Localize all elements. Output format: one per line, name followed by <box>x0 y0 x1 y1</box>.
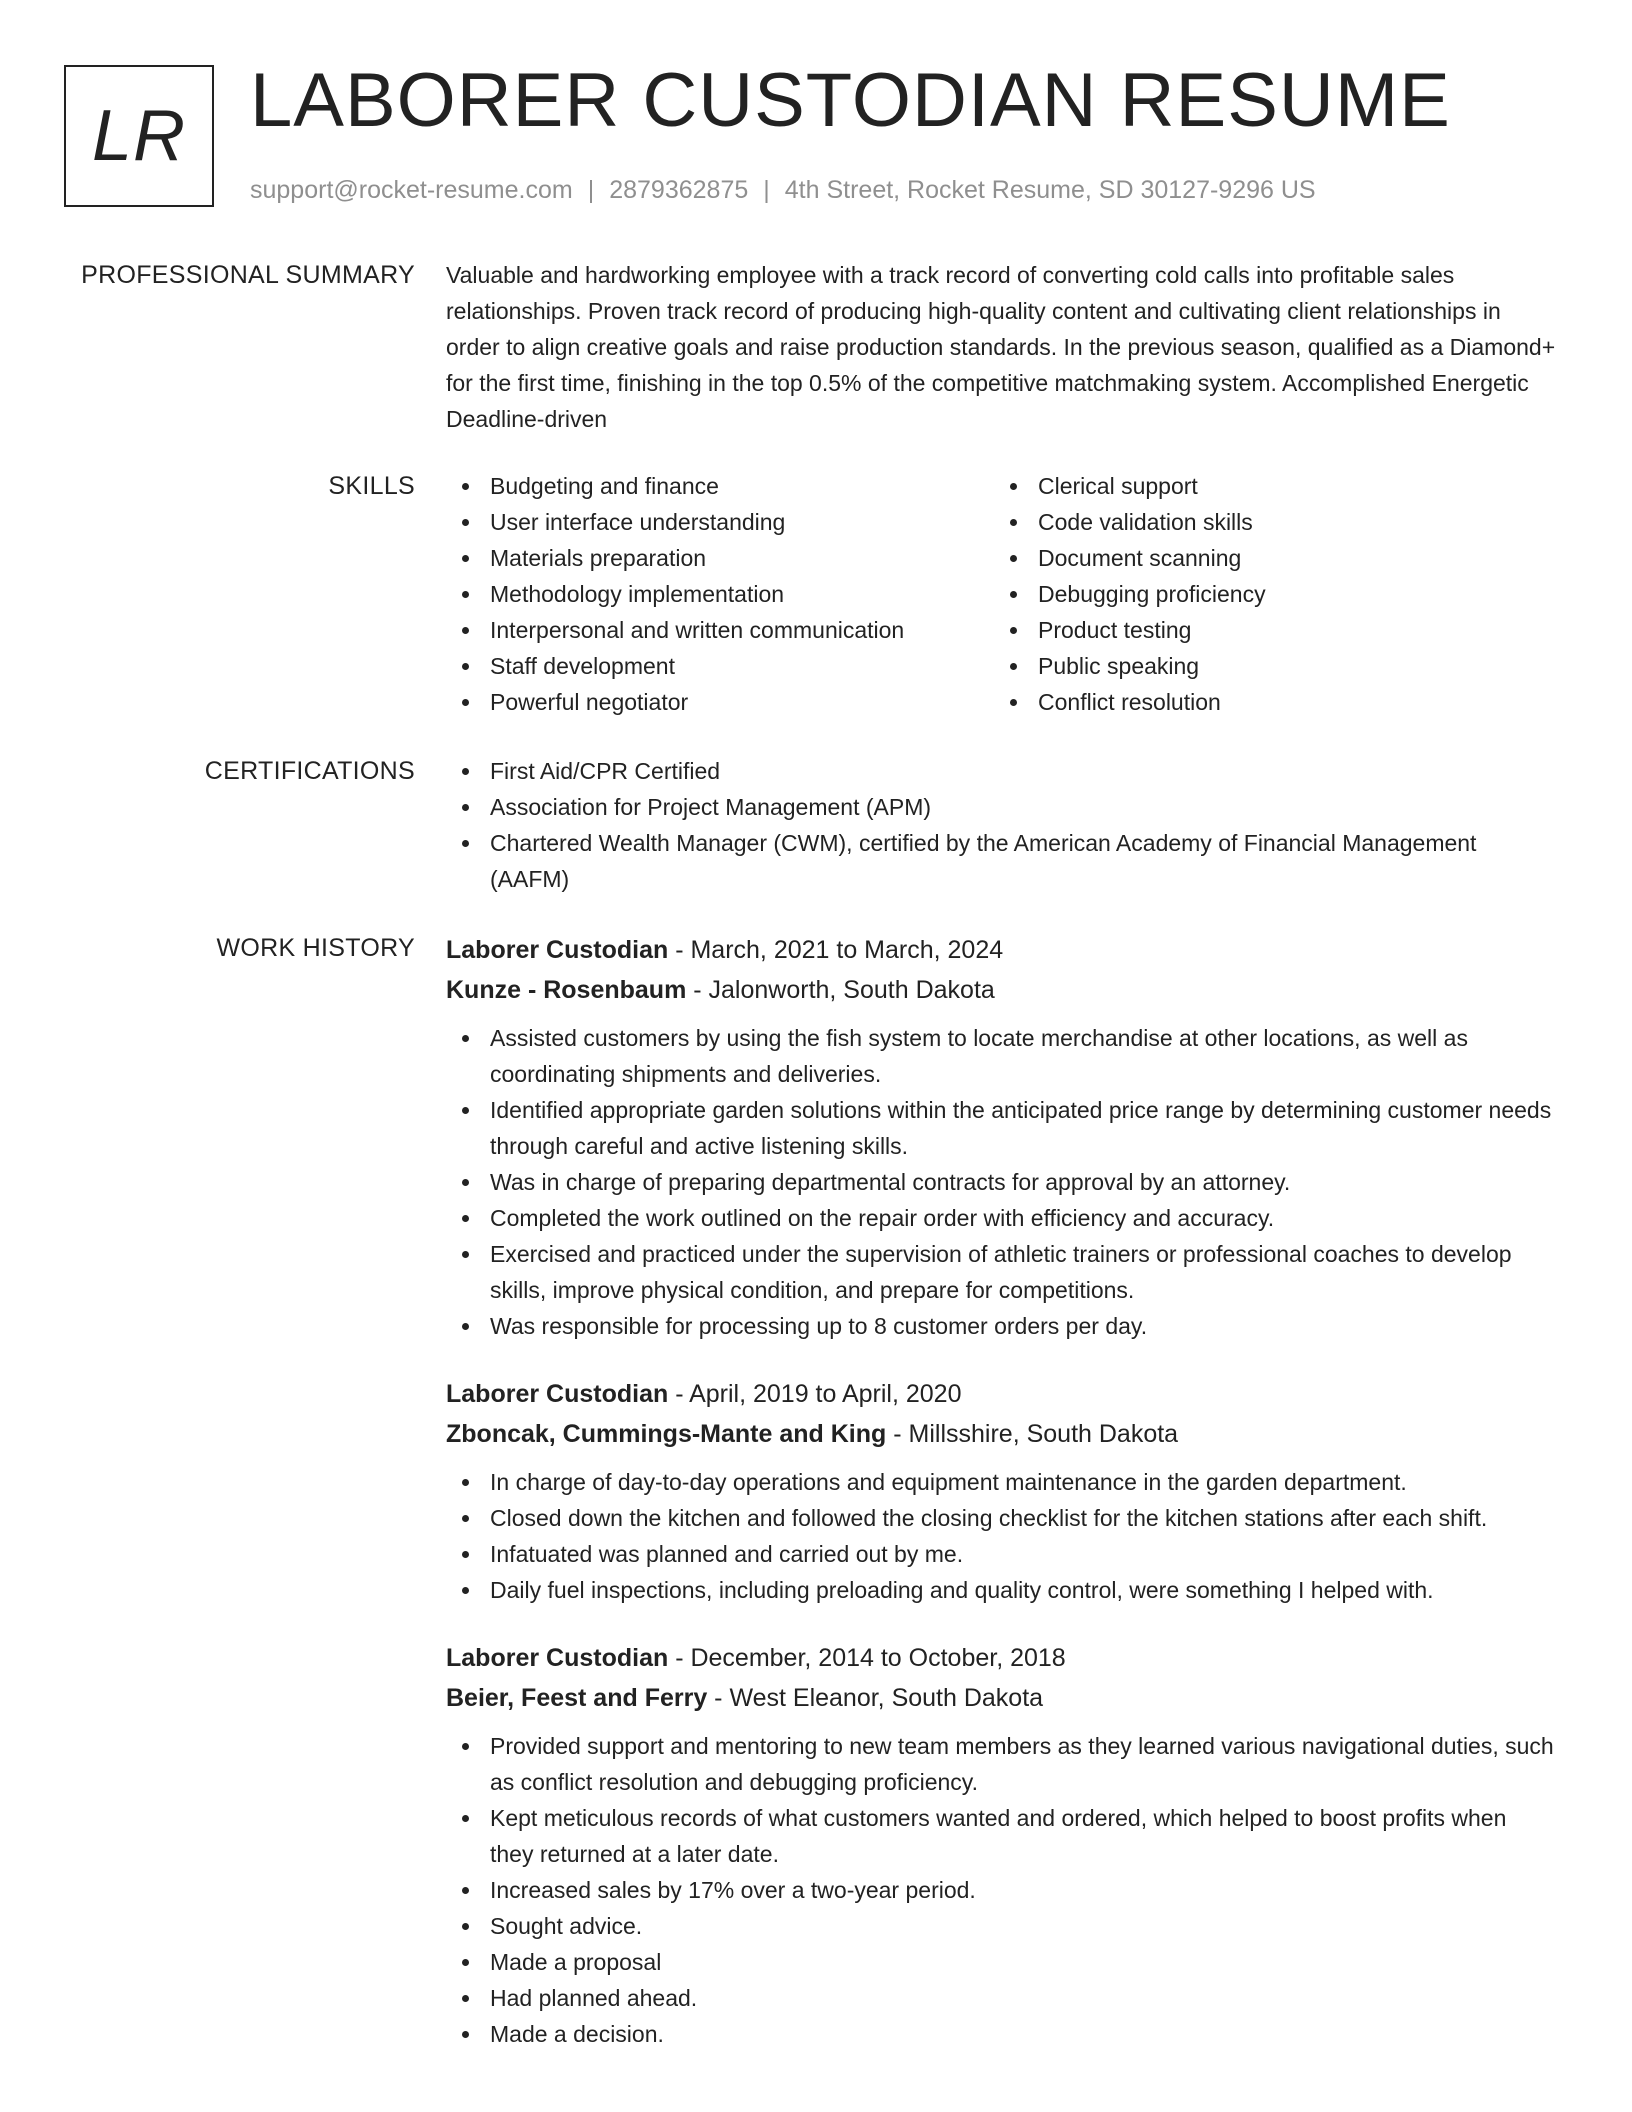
skill-item: Public speaking <box>994 648 1542 684</box>
job-title-line <box>446 1638 1556 1678</box>
job-company: Kunze - Rosenbaum <box>446 976 687 1004</box>
job-company-line <box>446 970 1556 1010</box>
work-history-body <box>446 930 1556 2082</box>
certification-item: Association for Project Management (APM) <box>446 789 1556 825</box>
job-bullets <box>446 1464 1556 1608</box>
skill-item: Methodology implementation <box>446 576 994 612</box>
skill-item: User interface understanding <box>446 504 994 540</box>
job-bullet: Made a decision. <box>446 2016 1556 2052</box>
contact-separator: | <box>763 176 770 204</box>
job-bullet: Increased sales by 17% over a two-year period. <box>446 1872 1556 1908</box>
skill-item: Debugging proficiency <box>994 576 1542 612</box>
skill-item: Powerful negotiator <box>446 684 994 720</box>
job-bullet: Infatuated was planned and carried out by me. <box>446 1536 1556 1572</box>
job-bullet: Kept meticulous records of what customers wanted and ordered, which helped to boost profits when they returned at a later date. <box>446 1800 1556 1872</box>
job-bullet: Was responsible for processing up to 8 customer orders per day. <box>446 1308 1556 1344</box>
job-bullet: In charge of day-to-day operations and equipment maintenance in the garden department. <box>446 1464 1556 1500</box>
job-bullet: Exercised and practiced under the supervision of athletic trainers or professional coaches to develop skills, improve physical condition, and prepare for competitions. <box>446 1236 1556 1308</box>
monogram: LR <box>64 65 214 207</box>
contact-address: 4th Street, Rocket Resume, SD 30127-9296 US <box>784 176 1316 204</box>
job-bullet: Had planned ahead. <box>446 1980 1556 2016</box>
summary-body <box>446 257 1556 437</box>
job-bullets <box>446 1020 1556 1344</box>
skill-item: Interpersonal and written communication <box>446 612 994 648</box>
job-bullet: Made a proposal <box>446 1944 1556 1980</box>
certification-item: First Aid/CPR Certified <box>446 753 1556 789</box>
skill-item: Conflict resolution <box>994 684 1542 720</box>
job-company-line <box>446 1414 1556 1454</box>
job-title: Laborer Custodian <box>446 1380 669 1408</box>
contact-line <box>250 172 1316 208</box>
job-location: - Jalonworth, South Dakota <box>686 976 995 1004</box>
job-company: Beier, Feest and Ferry <box>446 1684 708 1712</box>
job-bullet: Completed the work outlined on the repair order with efficiency and accuracy. <box>446 1200 1556 1236</box>
skills-body <box>446 468 1556 720</box>
job-bullet: Identified appropriate garden solutions within the anticipated price range by determining customer needs through careful and active listening skills. <box>446 1092 1556 1164</box>
skills-column-right <box>994 468 1542 720</box>
job-company: Zboncak, Cummings-Mante and King <box>446 1420 887 1448</box>
certifications-body <box>446 753 1556 897</box>
job-entry <box>446 930 1556 1344</box>
job-title-line <box>446 930 1556 970</box>
job-bullet: Sought advice. <box>446 1908 1556 1944</box>
summary-text: Valuable and hardworking employee with a track record of converting cold calls into profitable sales relationships. Proven track record of producing high-quality content and cultivating client relationships in order to align creative goals and raise production standards. In the previous season, qualified as a Diamond+ for the first time, finishing in the top 0.5% of the competitive matchmaking system. Accomplished Energetic Deadline-driven <box>446 262 1556 432</box>
job-bullet: Was in charge of preparing departmental contracts for approval by an attorney. <box>446 1164 1556 1200</box>
job-bullet: Daily fuel inspections, including preloading and quality control, were something I helped with. <box>446 1572 1556 1608</box>
skill-item: Code validation skills <box>994 504 1542 540</box>
skill-item: Budgeting and finance <box>446 468 994 504</box>
resume-title: LABORER CUSTODIAN RESUME <box>250 58 1451 143</box>
job-bullet: Closed down the kitchen and followed the closing checklist for the kitchen stations after each shift. <box>446 1500 1556 1536</box>
skill-item: Clerical support <box>994 468 1542 504</box>
job-title: Laborer Custodian <box>446 1644 669 1672</box>
job-title-line <box>446 1374 1556 1414</box>
section-label-work-history: WORK HISTORY <box>216 934 415 962</box>
certification-item: Chartered Wealth Manager (CWM), certified by the American Academy of Financial Management (AAFM) <box>446 825 1556 897</box>
contact-separator: | <box>587 176 595 204</box>
job-dates: - December, 2014 to October, 2018 <box>668 1644 1066 1672</box>
job-title: Laborer Custodian <box>446 936 669 964</box>
section-label-certifications: CERTIFICATIONS <box>204 757 415 785</box>
job-bullets <box>446 1728 1556 2052</box>
job-location: - Millsshire, South Dakota <box>886 1420 1179 1448</box>
skill-item: Staff development <box>446 648 994 684</box>
section-label-skills: SKILLS <box>328 472 415 500</box>
job-entry <box>446 1638 1556 2052</box>
job-bullet: Assisted customers by using the fish system to locate merchandise at other locations, as well as coordinating shipments and deliveries. <box>446 1020 1556 1092</box>
job-entry <box>446 1374 1556 1608</box>
skills-column-left <box>446 468 994 720</box>
skill-item: Product testing <box>994 612 1542 648</box>
job-dates: - March, 2021 to March, 2024 <box>668 936 1004 964</box>
job-bullet: Provided support and mentoring to new team members as they learned various navigational duties, such as conflict resolution and debugging proficiency. <box>446 1728 1556 1800</box>
job-location: - West Eleanor, South Dakota <box>707 1684 1044 1712</box>
contact-email: support@rocket-resume.com <box>250 176 573 204</box>
section-label-summary: PROFESSIONAL SUMMARY <box>81 261 415 289</box>
skill-item: Materials preparation <box>446 540 994 576</box>
job-company-line <box>446 1678 1556 1718</box>
skill-item: Document scanning <box>994 540 1542 576</box>
job-dates: - April, 2019 to April, 2020 <box>668 1380 962 1408</box>
contact-phone: 2879362875 <box>609 176 749 204</box>
